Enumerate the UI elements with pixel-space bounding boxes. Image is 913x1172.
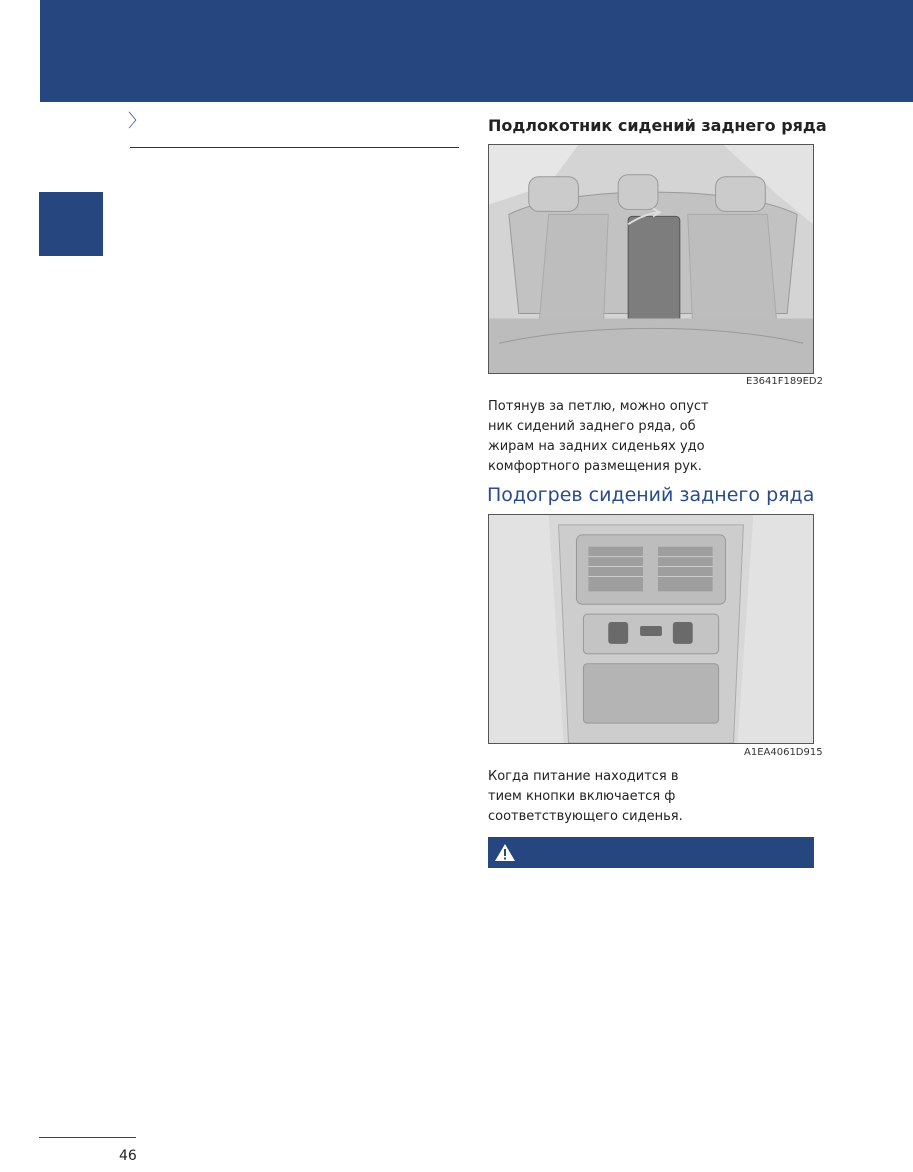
armrest-paragraph [488,397,720,477]
footer-rule [39,1137,136,1138]
rear-console-illustration [489,515,813,743]
armrest-heading: Подлокотник сидений заднего ряда [488,116,827,135]
paragraph-line: ник сидений заднего ряда, об [488,419,696,434]
heating-photo [488,514,814,744]
paragraph-line: соответствующего сиденья. [488,809,683,824]
heating-image-code: A1EA4061D915 [744,747,823,758]
chapter-tab [39,192,103,256]
paragraph-line: Когда питание находится в [488,769,679,784]
armrest-image-code: E3641F189ED2 [746,376,823,387]
page-number: 46 [119,1148,137,1164]
paragraph-line: жирам на задних сиденьях удо [488,439,705,454]
rear-seat-illustration [489,145,813,373]
chevron-right-icon: 〉 [128,111,146,132]
paragraph-line: тием кнопки включается ф [488,789,676,804]
armrest-photo [488,144,814,374]
left-column-rule [130,147,459,148]
warning-triangle-icon [494,843,516,862]
heating-heading: Подогрев сидений заднего ряда [487,484,815,506]
heating-paragraph [488,767,720,827]
warning-bar [488,837,814,868]
paragraph-line: комфортного размещения рук. [488,459,702,474]
header-band [40,0,913,102]
paragraph-line: Потянув за петлю, можно опуст [488,399,709,414]
